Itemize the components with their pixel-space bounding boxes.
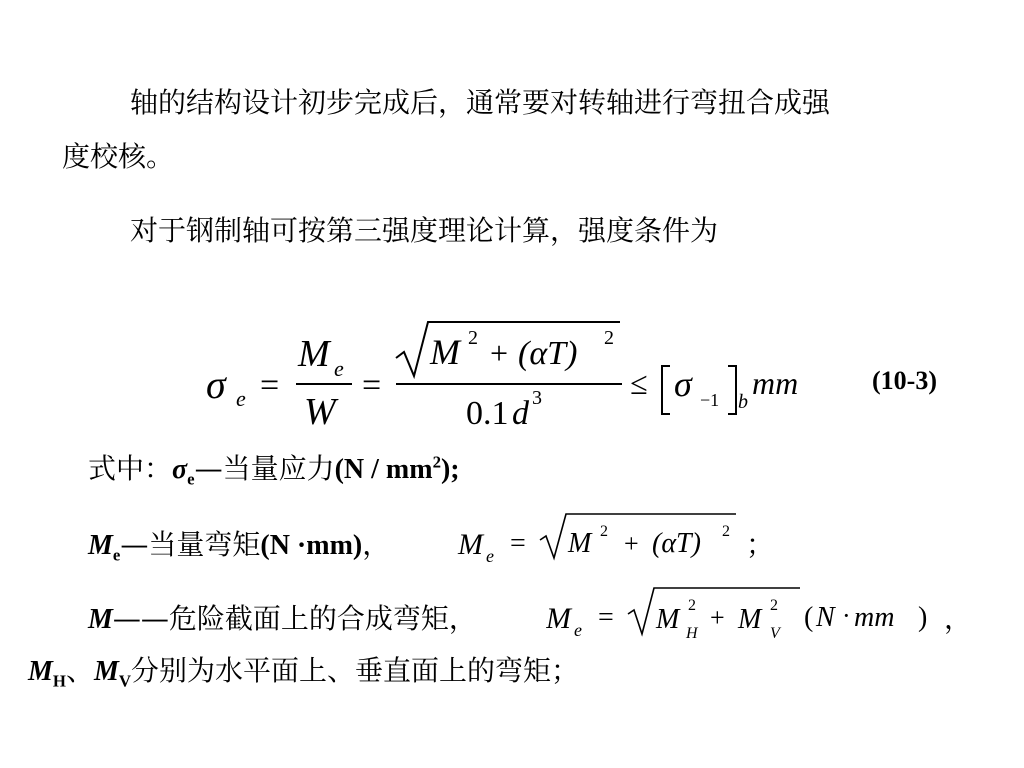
equation-number: (10-3) [872, 366, 937, 395]
def2-text: —当量弯矩 [120, 528, 261, 561]
def4-sep: 、 [65, 654, 94, 687]
inline-formula-Me [454, 510, 754, 570]
svg-text:M: M [656, 604, 680, 635]
definition-M [88, 602, 477, 637]
svg-text:=: = [598, 602, 614, 633]
definition-M-e [88, 528, 390, 563]
paragraph-2: 对于钢制轴可按第三强度理论计算，强度条件为 [130, 214, 719, 247]
eq-sigma-sub: e [236, 386, 246, 411]
def4-text: 分别为水平面上、垂直面上的弯矩； [131, 654, 580, 687]
def1-unit-sup: 2 [432, 452, 441, 472]
svg-text:e: e [574, 620, 582, 640]
def3-comma: ， [448, 602, 477, 635]
eq-limit-sigma: σ [674, 364, 692, 404]
definition-MH-MV [28, 654, 579, 689]
eq-sqrt-alphaT: (αT) [518, 335, 578, 372]
eq-unit: mm [752, 365, 799, 401]
eq-limit-b: b [738, 391, 748, 413]
eq-sqrt-M: M [430, 332, 460, 372]
eq-frac2-den-d: d [512, 395, 529, 432]
svg-text:e: e [486, 546, 494, 566]
eq-equals-1: = [260, 367, 280, 404]
svg-text:H: H [686, 625, 698, 642]
def4-MH: M [28, 656, 53, 687]
svg-text:M: M [738, 604, 762, 635]
eq-sqrt-alphaT-sq: 2 [604, 327, 614, 349]
eq-frac2-den: 0.1 [466, 395, 509, 432]
strength-condition-equation [200, 310, 840, 450]
svg-text:+: + [710, 603, 725, 632]
def2-sub: e [112, 545, 121, 565]
def1-sub: e [187, 469, 195, 489]
def4-MV: M [93, 656, 119, 687]
svg-text:2: 2 [722, 523, 730, 540]
eq-frac2-den-cube: 3 [532, 387, 542, 409]
eq-right-bracket [728, 366, 736, 414]
eq-frac1-num-M: M [298, 333, 330, 375]
svg-text:V: V [770, 625, 780, 642]
eq-equals-2: = [362, 367, 382, 404]
def1-text: —当量应力 [194, 452, 335, 485]
def2-unit: (N ·mm) [260, 530, 363, 561]
svg-text:M: M [458, 528, 483, 561]
def1-unit: (N / mm [334, 454, 433, 485]
inline-formula-M-combined [546, 584, 966, 646]
svg-text:·: · [842, 601, 851, 630]
svg-text:2: 2 [770, 597, 778, 614]
svg-text:2: 2 [688, 597, 696, 614]
eq-frac1-num-sub: e [334, 356, 344, 381]
def3-symbol: M [88, 604, 113, 635]
svg-text:M: M [568, 528, 592, 559]
def3-text: ——危险截面上的合成弯矩 [112, 602, 449, 635]
def4-H: H [52, 671, 66, 691]
def4-V: V [118, 671, 132, 691]
eq-sqrt-plus: + [490, 335, 509, 371]
eq-left-bracket [662, 366, 670, 414]
eq-sigma: σ [206, 362, 226, 407]
svg-text:M: M [546, 602, 571, 635]
eq-frac1-den-W: W [304, 391, 336, 433]
svg-text:+: + [624, 529, 639, 558]
eq-leq: ≤ [630, 365, 648, 401]
svg-text:=: = [510, 528, 526, 559]
paragraph-1-line-2: 度校核。 [62, 140, 175, 173]
def2-comma: ， [362, 528, 391, 561]
def1-prefix: 式中： [88, 452, 173, 485]
def3-end: ， [944, 602, 973, 635]
def1-unit-tail: ); [440, 454, 460, 485]
eq-limit-sub: −1 [700, 390, 720, 410]
svg-text:(αT): (αT) [652, 528, 701, 559]
def2-symbol: M [88, 530, 113, 561]
svg-text:2: 2 [600, 523, 608, 540]
eq-sqrt-M-sq: 2 [468, 327, 478, 349]
def1-symbol: σ [172, 454, 188, 485]
svg-text:): ) [918, 602, 928, 633]
def2-end: ； [746, 528, 775, 561]
svg-text:(: ( [804, 602, 814, 633]
svg-text:N: N [816, 602, 835, 633]
paragraph-1-line-1: 轴的结构设计初步完成后，通常要对转轴进行弯扭合成强 [130, 86, 831, 119]
definition-sigma-e [88, 452, 460, 487]
svg-text:mm: mm [854, 602, 895, 633]
